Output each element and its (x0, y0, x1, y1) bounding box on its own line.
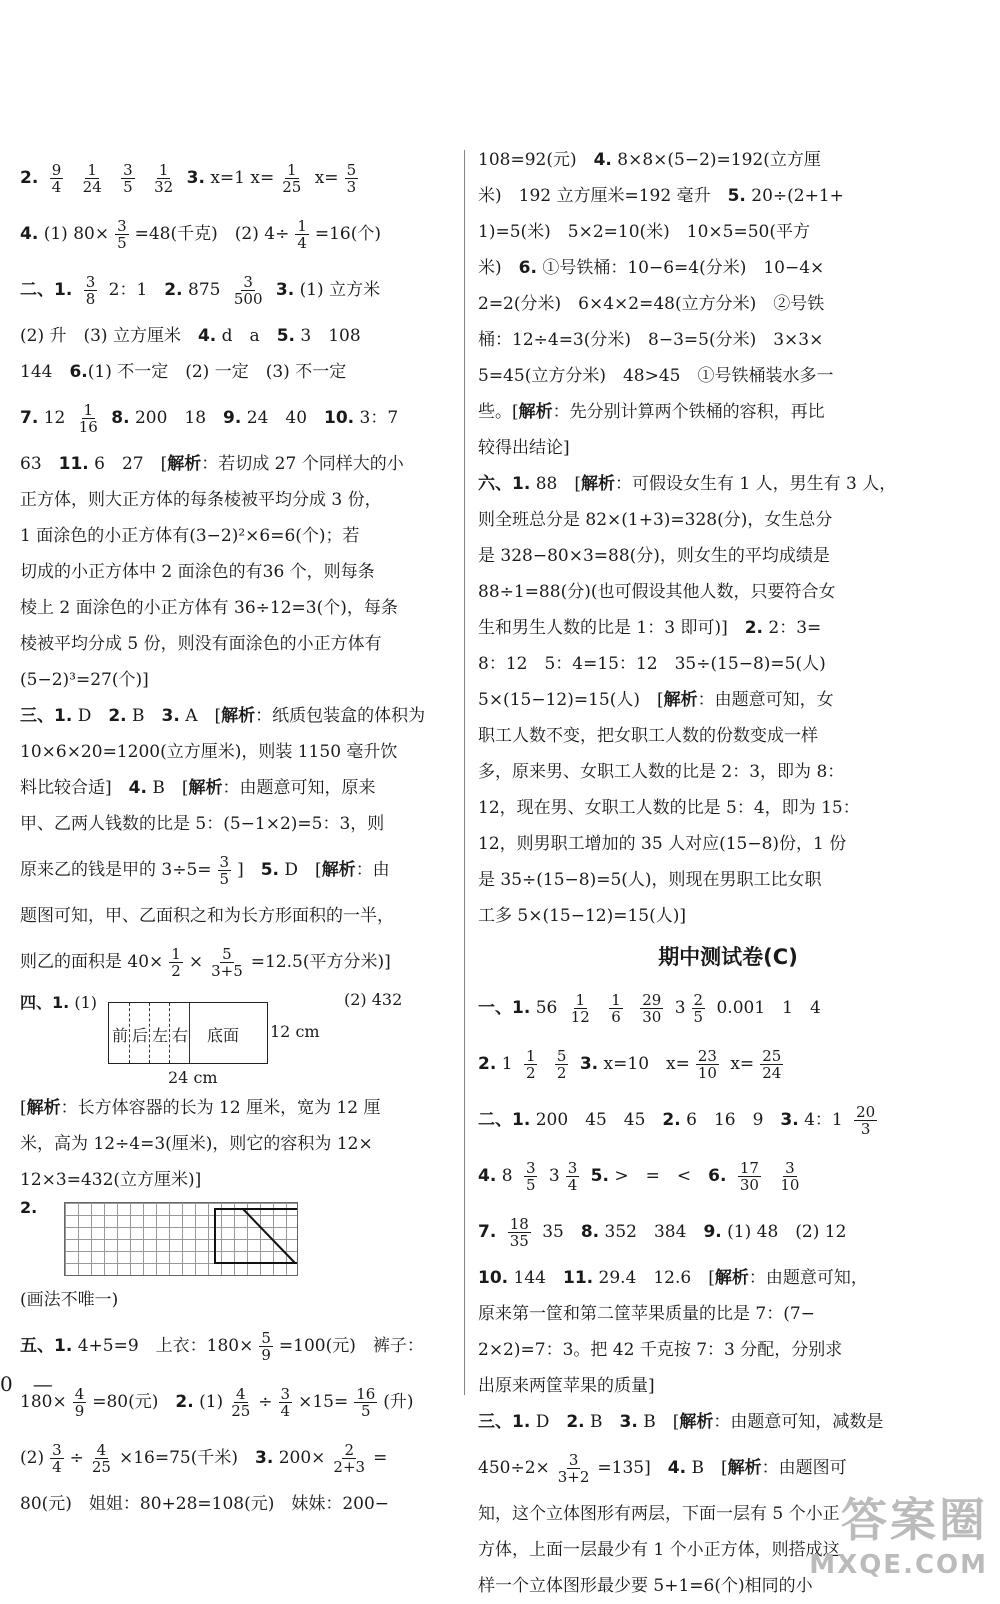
cuboid-net-figure: 四、1. (1) (2) 432 前 后 左 右 底面 12 cm 24 cm (20, 990, 403, 1087)
text-line: 12，则男职工增加的 35 人对应(15−8)份，1 份 (478, 834, 847, 854)
text-line: 则全班总分是 82×(1+3)=328(分)，女生总分 (478, 510, 833, 530)
answer-line: 4. 8 $\frac{3}{5}$ 3 $\frac{3}{4}$ 5. > = < 6. $\frac{17}{30}$ $\frac{3}{10}$ (478, 1158, 800, 1194)
text-line: 是 328−80×3=88(分)，则女生的平均成绩是 (478, 546, 830, 566)
column-divider (464, 150, 465, 1395)
section-title: 期中测试卷(C) (658, 945, 798, 969)
text-line: 题图可知，甲、乙面积之和为长方形面积的一半， (20, 906, 394, 926)
width-label: 24 cm (168, 1068, 218, 1087)
text-line: 5=45(立方分米) 48>45 ①号铁桶装水多一 (478, 366, 834, 386)
net-label: 底面 (207, 1026, 240, 1045)
answer-line: 2. $\frac{9}{4}$ $\frac{1}{24}$ $\frac{3}{5}$ $\frac{1}{32}$ 3. x=1 x= $\frac{1}{25}$ x= $\frac{5}{3}$ (20, 160, 357, 196)
text-line: 棱被平均分成 5 份，则没有面涂色的小正方体有 (20, 634, 382, 654)
height-label: 12 cm (270, 1022, 320, 1041)
text-line: 2=2(分米) 6×4×2=48(立方分米) ②号铁 (478, 294, 825, 314)
watermark (809, 1484, 988, 1580)
text-line: (5−2)³=27(个)] (20, 670, 149, 690)
text-line: 12，现在男、女职工人数的比是 5：4，即为 15： (478, 798, 860, 818)
drawn-shape (65, 1203, 297, 1275)
answer-line: 原来乙的钱是甲的 3÷5= $\frac{3}{5}$ ] 5. D [解析：由 (20, 852, 390, 888)
answer-line: 五、1. 4+5=9 上衣：180× $\frac{5}{9}$ =100(元) 裤子： (20, 1328, 424, 1364)
text-line: 职工人数不变，把女职工人数的份数变成一样 (478, 726, 818, 746)
answer-line: 108=92(元) 4. 8×8×(5−2)=192(立方厘 (478, 150, 821, 170)
answer-line: [解析：长方体容器的长为 12 厘米，宽为 12 厘 (20, 1098, 381, 1118)
text-line: 较得出结论] (478, 438, 570, 458)
answer-line: 7. $\frac{18}{35}$ 35 8. 352 384 9. (1) 48 (2) 12 (478, 1214, 847, 1250)
answer-line: 米) 192 立方厘米=192 毫升 5. 20÷(2+1+ (478, 186, 844, 206)
text-line: 8：12 5：4=15：12 35÷(15−8)=5(人) (478, 654, 826, 674)
answer-line: 料比较合适] 4. B [解析：由题意可知，原来 (20, 778, 376, 798)
net-label: 前 (112, 1026, 129, 1045)
text-line: 甲、乙两人钱数的比是 5：(5−1×2)=5：3，则 (20, 814, 385, 834)
text-line: 88÷1=88(分)(也可假设其他人数，只要符合女 (478, 582, 836, 602)
answer-line: 米) 6. ①号铁桶：10−6=4(分米) 10−4× (478, 258, 825, 278)
text-line: 工多 5×(15−12)=15(人)] (478, 906, 687, 926)
text-line: 10×6×20=1200(立方厘米)，则装 1150 毫升饮 (20, 742, 398, 762)
answer-line: 一、1. 56 $\frac{1}{12}$ $\frac{1}{6}$ $\frac{29}{30}$ 3 $\frac{2}{5}$ 0.001 1 4 (478, 990, 821, 1026)
answer-line: 144 6.(1) 不一定 (2) 一定 (3) 不一定 (20, 362, 347, 382)
answer-line: 5×(15−12)=15(人) [解析：由题意可知，女 (478, 690, 834, 710)
grid-figure: 2. (20, 1198, 460, 1282)
text-line: 桶：12÷4=3(分米) 8−3=5(分米) 3×3× (478, 330, 824, 350)
text-line: 棱上 2 面涂色的小正方体有 36÷12=3(个)，每条 (20, 598, 398, 618)
net-rectangle (108, 1002, 268, 1064)
answer-line: 10. 144 11. 29.4 12.6 [解析：由题意可知， (478, 1268, 868, 1288)
answer-line: 2. 1 $\frac{1}{2}$ $\frac{5}{2}$ 3. x=10 x= $\frac{23}{10}$ x= $\frac{25}{24}$ (478, 1046, 782, 1082)
answer-value: (2) 432 (344, 990, 403, 1009)
right-column (478, 142, 978, 1604)
answer-line: 些。[解析：先分别计算两个铁桶的容积，再比 (478, 402, 825, 422)
net-label: 左 (152, 1026, 169, 1045)
net-label: 右 (172, 1026, 189, 1045)
answer-line: 二、1. $\frac{3}{8}$ 2：1 2. 875 $\frac{3}{500}$ 3. (1) 立方米 (20, 272, 381, 308)
answer-line: 三、1. D 2. B 3. B [解析：由题意可知，减数是 (478, 1412, 884, 1432)
text-line: 知，这个立体图形有两层，下面一层有 5 个小正 (478, 1504, 840, 1524)
text-line: 米，高为 12÷4=3(厘米)，则它的容积为 12× (20, 1134, 373, 1154)
answer-line: 生和男生人数的比是 1：3 即可)] 2. 2：3= (478, 618, 822, 638)
text-line: 切成的小正方体中 2 面涂色的有36 个，则每条 (20, 562, 375, 582)
text-line: 出原来两筐苹果的质量] (478, 1376, 655, 1396)
text-line: 12×3=432(立方厘米)] (20, 1170, 202, 1190)
text-line: (画法不唯一) (20, 1290, 119, 1310)
text-line: 是 35÷(15−8)=5(人)，则现在男职工比女职 (478, 870, 822, 890)
watermark-url: MXQE.COM (809, 1550, 988, 1580)
text-line: 2×2)=7：3。把 42 千克按 7：3 分配，分别求 (478, 1340, 843, 1360)
answer-line: 二、1. 200 45 45 2. 6 16 9 3. 4：1 $\frac{20}{3}$ (478, 1102, 876, 1138)
text-line: 80(元) 姐姐：80+28=108(元) 妹妹：200− (20, 1494, 390, 1514)
page-number: 0 — (0, 1372, 53, 1396)
watermark-logo: 答案圈 (841, 1493, 988, 1547)
answer-line: 450÷2× $\frac{3}{3+2}$ =135] 4. B [解析：由题图可 (478, 1450, 847, 1486)
left-column (20, 150, 460, 1522)
answer-line: 三、1. D 2. B 3. A [解析：纸质包装盒的体积为 (20, 706, 426, 726)
net-label: 后 (132, 1026, 149, 1045)
answer-line: 4. (1) 80× $\frac{3}{5}$ =48(千克) (2) 4÷ $\frac{1}{4}$ =16(个) (20, 216, 381, 252)
answer-line: 六、1. 88 [解析：可假设女生有 1 人，男生有 3 人， (478, 474, 897, 494)
answer-line: 180× $\frac{4}{9}$ =80(元) 2. (1) $\frac{4}{25}$ ÷ $\frac{3}{4}$ ×15= $\frac{16}{5}$ (升) (20, 1384, 414, 1420)
text-line: 方体，上面一层最少有 1 个小正方体，则搭成这 (478, 1540, 840, 1560)
answer-line: 63 11. 6 27 [解析：若切成 27 个同样大的小 (20, 454, 404, 474)
answer-line: (2) 升 (3) 立方厘米 4. d a 5. 3 108 (20, 326, 361, 346)
answer-line: 则乙的面积是 40× $\frac{1}{2}$ × $\frac{5}{3+5}$ =12.5(平方分米)] (20, 944, 391, 980)
text-line: 多，原来男、女职工人数的比是 2：3，即为 8： (478, 762, 845, 782)
text-line: 1)=5(米) 5×2=10(米) 10×5=50(平方 (478, 222, 810, 242)
answer-line: 7. 12 $\frac{1}{16}$ 8. 200 18 9. 24 40 10. 3：7 (20, 400, 399, 436)
dot-grid (64, 1202, 298, 1276)
answer-line: (2) $\frac{3}{4}$ ÷ $\frac{4}{25}$ ×16=75(千米) 3. 200× $\frac{2}{2+3}$ = (20, 1440, 388, 1476)
text-line: 原来第一筐和第二筐苹果质量的比是 7：(7− (478, 1304, 815, 1324)
text-line: 样一个立体图形最少要 5+1=6(个)相同的小 (478, 1576, 813, 1596)
text-line: 正方体，则大正方体的每条棱被平均分成 3 份， (20, 490, 382, 510)
text-line: 1 面涂色的小正方体有(3−2)²×6=6(个)；若 (20, 526, 360, 546)
